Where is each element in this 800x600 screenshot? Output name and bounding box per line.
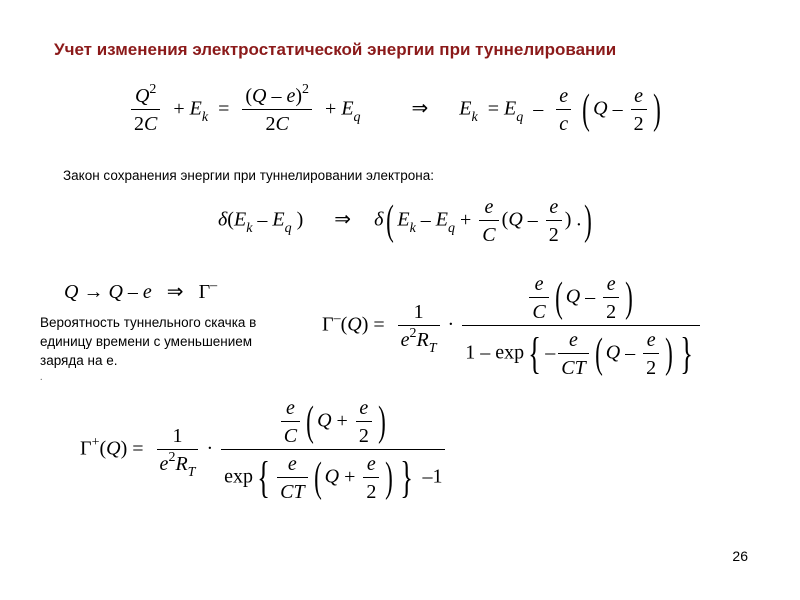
slide-title: Учет изменения электростатической энергии при туннелировании [54,40,617,59]
dot-mark: . [40,372,43,383]
gamma-minus-formula: Γ–(Q) = $\frac{1}{e^2R_T}$ · $\frac{e}{C}$ ( Q – $\frac{e}{2}$ ) 1 – exp{ – $\frac{e}{CT}$ ( Q – $\frac{e}{2}$ ) } [322,274,703,378]
probability-description: Вероятность туннельного скачка в единицу времени с уменьшением заряда на е. [40,315,257,368]
delta-formula: $\delta(E_k - E_q$ ) ⇒ δ( $E_k - E_q$ + $\frac{e}{C}$ (Q – $\frac{e}{2}$ ) .) [218,196,593,246]
energy-conservation-label: Закон сохранения энергии при туннелировании электрона: [63,168,434,183]
energy-balance-formula: $\frac{Q^2}{2C}$ + $E_k$ = $\frac{(Q - e)^2}{2C}$ + $E_q$ ⇒ $E_k = E_q$ – $\frac{e}{c}$ ( Q – $\frac{e}{2}$ ) [128,86,664,134]
gamma-plus-formula: Γ+(Q) = $\frac{1}{e^2R_T}$ · $\frac{e}{C}$ ( Q + $\frac{e}{2}$ ) exp{ $\frac{e}{CT}$ ( Q + $\frac{e}{2}$ ) } –1 [80,398,448,502]
page-number: 26 [732,548,748,564]
charge-transition-formula: Q → Q – e ⇒ Γ– [64,278,218,303]
